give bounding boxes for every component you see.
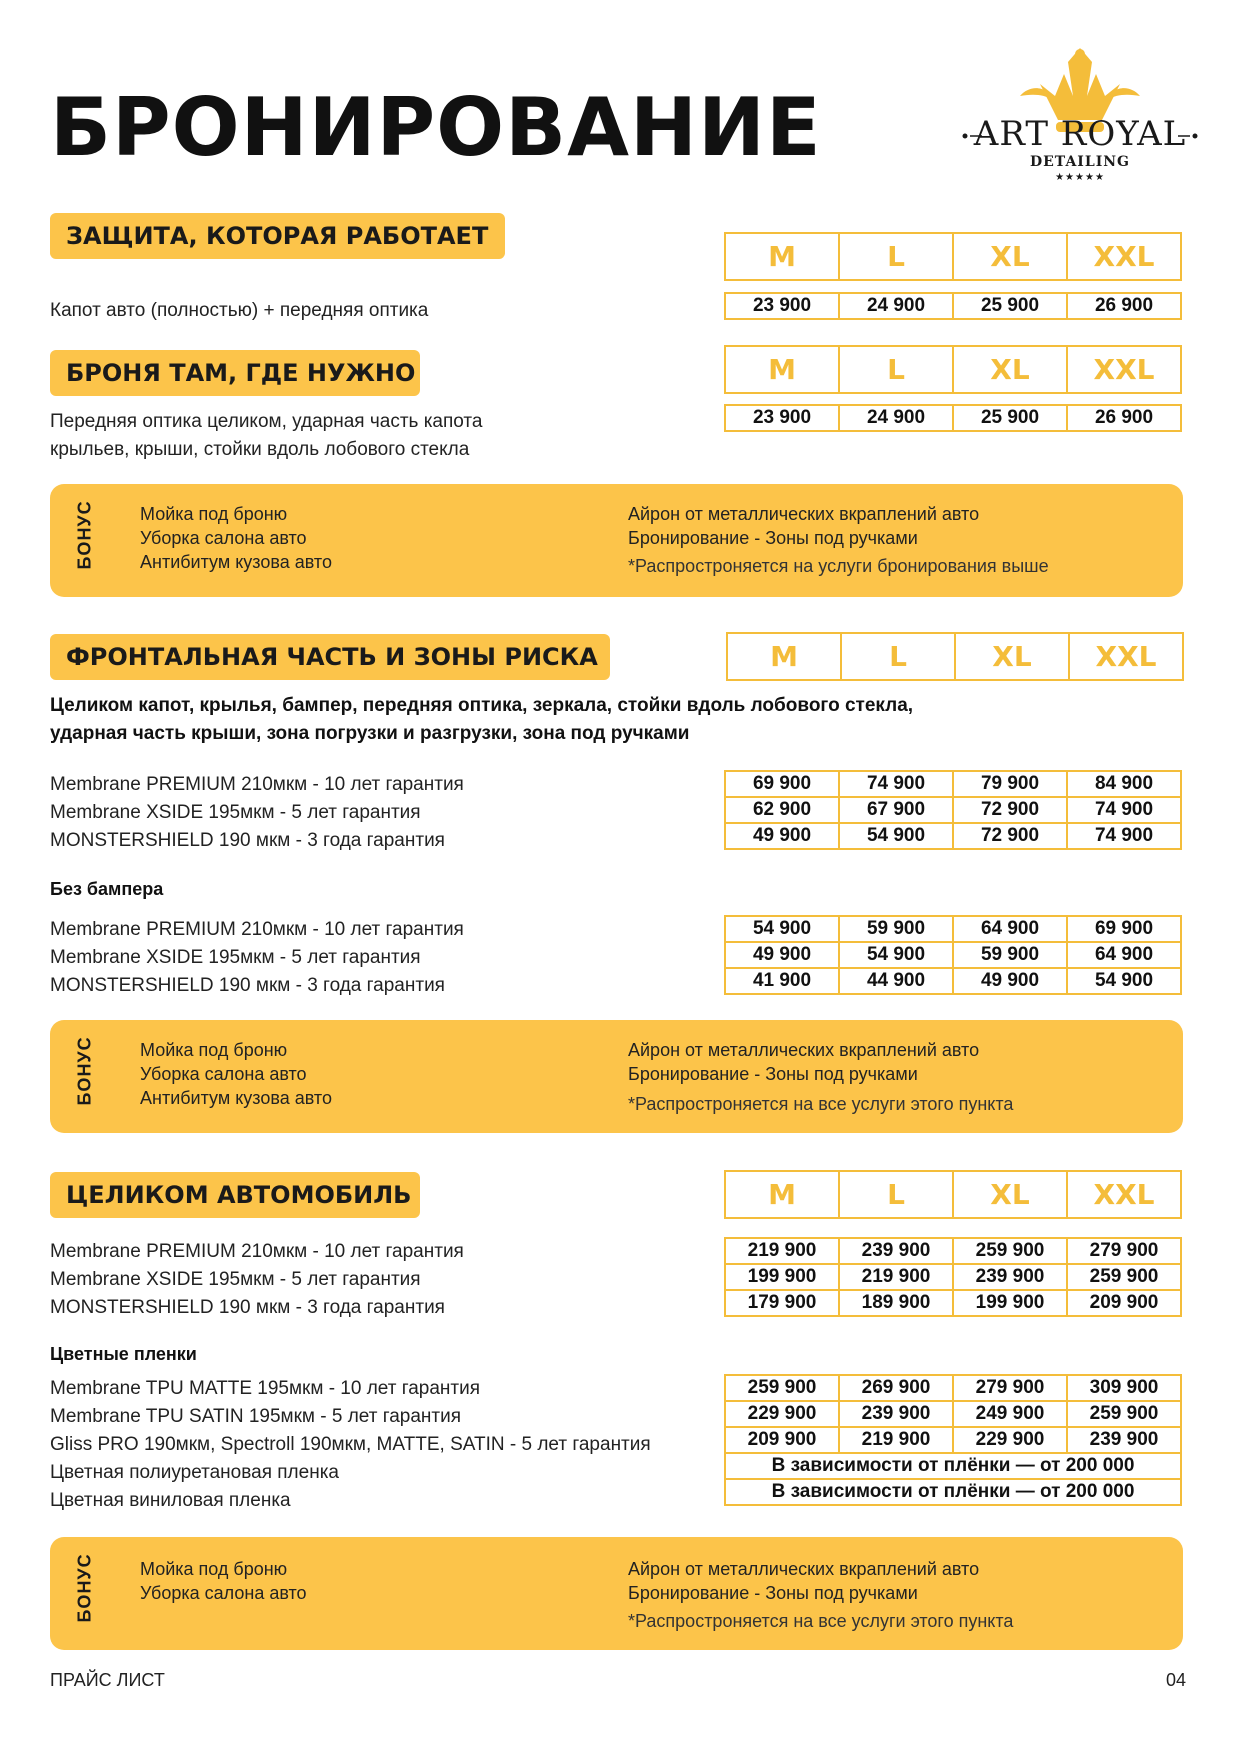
price-table <box>724 404 1182 432</box>
price-cell: 49 900 <box>725 823 839 849</box>
price-cell: 49 900 <box>725 942 839 968</box>
bonus-list-left <box>140 502 332 574</box>
bonus-note: *Распростроняется на все услуги этого пункта <box>628 1611 1014 1631</box>
footer-label: ПРАЙС ЛИСТ <box>50 1670 165 1690</box>
price-cell: 54 900 <box>1067 968 1181 994</box>
price-cell: 229 900 <box>725 1401 839 1427</box>
size-cell: XXL <box>1067 233 1181 280</box>
size-cell: M <box>725 346 839 393</box>
size-cell: M <box>725 1171 839 1218</box>
bonus-box <box>50 1020 1183 1133</box>
film-name: Membrane PREMIUM 210мкм - 10 лет гарантия <box>50 1241 464 1262</box>
table-row <box>725 1427 1181 1453</box>
bonus-label: БОНУС <box>74 500 95 570</box>
film-name: Gliss PRO 190мкм, Spectroll 190мкм, MATTE, SATIN - 5 лет гарантия <box>50 1434 651 1455</box>
price-cell: 54 900 <box>725 916 839 942</box>
price-table <box>724 1237 1182 1317</box>
price-cell: 64 900 <box>1067 942 1181 968</box>
service-description: крыльев, крыши, стойки вдоль лобового стекла <box>50 439 470 460</box>
page-title: БРОНИРОВАНИЕ <box>50 81 822 174</box>
price-table <box>724 292 1182 320</box>
list-item: Антибитум кузова авто <box>140 552 332 572</box>
service-description: Целиком капот, крылья, бампер, передняя оптика, зеркала, стойки вдоль лобового стекла, <box>50 695 914 716</box>
film-name: Membrane TPU MATTE 195мкм - 10 лет гарантия <box>50 1378 481 1399</box>
price-cell: 25 900 <box>953 405 1067 431</box>
price-cell: 59 900 <box>839 916 953 942</box>
bonus-list-right <box>628 1557 979 1605</box>
film-name: MONSTERSHIELD 190 мкм - 3 года гарантия <box>50 975 445 996</box>
price-cell: 72 900 <box>953 797 1067 823</box>
table-row <box>725 942 1181 968</box>
price-cell: 209 900 <box>1067 1290 1181 1316</box>
price-cell: 69 900 <box>725 771 839 797</box>
price-cell: 269 900 <box>839 1375 953 1401</box>
price-cell: 59 900 <box>953 942 1067 968</box>
film-name: Цветная полиуретановая пленка <box>50 1462 339 1483</box>
price-cell: 24 900 <box>839 405 953 431</box>
table-row <box>725 1290 1181 1316</box>
price-cell: 79 900 <box>953 771 1067 797</box>
price-cell: 189 900 <box>839 1290 953 1316</box>
price-cell: 239 900 <box>953 1264 1067 1290</box>
table-row <box>725 1375 1181 1401</box>
price-cell: 209 900 <box>725 1427 839 1453</box>
service-description: ударная часть крыши, зона погрузки и разгрузки, зона под ручками <box>50 723 690 744</box>
sub-heading: Цветные пленки <box>50 1344 197 1364</box>
table-row <box>725 1238 1181 1264</box>
price-cell: 259 900 <box>1067 1264 1181 1290</box>
price-cell: 219 900 <box>839 1264 953 1290</box>
price-cell: 54 900 <box>839 942 953 968</box>
price-cell: 26 900 <box>1067 293 1181 319</box>
size-cell: XL <box>955 633 1069 680</box>
price-table <box>724 770 1182 850</box>
price-cell: 74 900 <box>1067 823 1181 849</box>
table-row <box>725 797 1181 823</box>
brand-logo <box>960 44 1200 209</box>
price-cell: 229 900 <box>953 1427 1067 1453</box>
price-cell: 49 900 <box>953 968 1067 994</box>
table-row <box>725 1401 1181 1427</box>
logo-sub-text: DETAILING <box>1029 154 1131 170</box>
price-cell: 67 900 <box>839 797 953 823</box>
price-cell: 26 900 <box>1067 405 1181 431</box>
list-item: Мойка под броню <box>140 504 288 524</box>
table-row <box>725 293 1181 319</box>
list-item: Айрон от металлических вкраплений авто <box>628 504 980 524</box>
size-header <box>724 1170 1182 1219</box>
table-row <box>725 771 1181 797</box>
price-cell: В зависимости от плёнки — от 200 000 <box>725 1453 1181 1479</box>
price-cell: 239 900 <box>1067 1427 1181 1453</box>
size-cell: L <box>839 1171 953 1218</box>
price-cell: 279 900 <box>1067 1238 1181 1264</box>
size-header <box>726 632 1184 681</box>
size-cell: L <box>839 346 953 393</box>
film-name: Membrane TPU SATIN 195мкм - 5 лет гарантия <box>50 1406 462 1427</box>
price-cell: 64 900 <box>953 916 1067 942</box>
price-cell: 54 900 <box>839 823 953 849</box>
film-name: Цветная виниловая пленка <box>50 1490 291 1511</box>
price-cell: 259 900 <box>953 1238 1067 1264</box>
section-heading: ЗАЩИТА, КОТОРАЯ РАБОТАЕТ <box>50 213 505 259</box>
table-row <box>725 405 1181 431</box>
price-cell: 23 900 <box>725 405 839 431</box>
list-item: Бронирование - Зоны под ручками <box>628 1583 918 1603</box>
price-cell: 259 900 <box>1067 1401 1181 1427</box>
bonus-list-left <box>140 1038 332 1110</box>
table-row <box>725 1453 1181 1479</box>
table-row <box>725 1264 1181 1290</box>
price-cell: 69 900 <box>1067 916 1181 942</box>
list-item: Антибитум кузова авто <box>140 1088 332 1108</box>
size-cell: XXL <box>1067 346 1181 393</box>
price-cell: 239 900 <box>839 1401 953 1427</box>
page-number: 04 <box>1165 1670 1186 1690</box>
bonus-list-left <box>140 1557 307 1605</box>
list-item: Уборка салона авто <box>140 1583 307 1603</box>
size-cell: XL <box>953 233 1067 280</box>
bonus-note: *Распростроняется на все услуги этого пункта <box>628 1094 1014 1114</box>
price-cell: 74 900 <box>839 771 953 797</box>
film-name: Membrane PREMIUM 210мкм - 10 лет гарантия <box>50 919 464 940</box>
price-table <box>724 1374 1182 1506</box>
film-name: Membrane XSIDE 195мкм - 5 лет гарантия <box>50 947 421 968</box>
price-cell: 219 900 <box>725 1238 839 1264</box>
price-cell: 72 900 <box>953 823 1067 849</box>
price-cell: 84 900 <box>1067 771 1181 797</box>
price-cell: 279 900 <box>953 1375 1067 1401</box>
price-cell: 62 900 <box>725 797 839 823</box>
section-heading: БРОНЯ ТАМ, ГДЕ НУЖНО <box>50 350 420 396</box>
table-row <box>725 1479 1181 1505</box>
service-description: Капот авто (полностью) + передняя оптика <box>50 300 429 321</box>
price-cell: 199 900 <box>725 1264 839 1290</box>
logo-brand-text: ART ROYAL <box>973 114 1187 154</box>
list-item: Уборка салона авто <box>140 528 307 548</box>
size-header <box>724 345 1182 394</box>
bonus-list-right <box>628 502 979 550</box>
price-cell: 249 900 <box>953 1401 1067 1427</box>
size-cell: M <box>727 633 841 680</box>
size-cell: M <box>725 233 839 280</box>
bonus-label: БОНУС <box>74 1553 95 1623</box>
film-name: Membrane XSIDE 195мкм - 5 лет гарантия <box>50 1269 421 1290</box>
price-cell: 25 900 <box>953 293 1067 319</box>
size-cell: XL <box>953 1171 1067 1218</box>
table-row <box>725 916 1181 942</box>
logo-stars: ★★★★★ <box>1055 172 1105 183</box>
bonus-list-right <box>628 1038 979 1086</box>
price-cell: 24 900 <box>839 293 953 319</box>
film-name: Membrane PREMIUM 210мкм - 10 лет гарантия <box>50 774 464 795</box>
list-item: Айрон от металлических вкраплений авто <box>628 1559 980 1579</box>
bonus-box <box>50 484 1183 597</box>
price-cell: 23 900 <box>725 293 839 319</box>
bonus-box <box>50 1537 1183 1650</box>
service-description: Передняя оптика целиком, ударная часть капота <box>50 411 483 432</box>
list-item: Уборка салона авто <box>140 1064 307 1084</box>
film-name: MONSTERSHIELD 190 мкм - 3 года гарантия <box>50 830 445 851</box>
list-item: Айрон от металлических вкраплений авто <box>628 1040 980 1060</box>
list-item: Бронирование - Зоны под ручками <box>628 1064 918 1084</box>
list-item: Мойка под броню <box>140 1040 288 1060</box>
price-cell: 219 900 <box>839 1427 953 1453</box>
table-row <box>725 968 1181 994</box>
size-cell: XL <box>953 346 1067 393</box>
price-cell: 259 900 <box>725 1375 839 1401</box>
section-heading: ФРОНТАЛЬНАЯ ЧАСТЬ И ЗОНЫ РИСКА <box>50 634 610 680</box>
price-cell: 44 900 <box>839 968 953 994</box>
price-cell: 199 900 <box>953 1290 1067 1316</box>
bonus-label: БОНУС <box>74 1036 95 1106</box>
price-cell: 74 900 <box>1067 797 1181 823</box>
size-cell: XXL <box>1067 1171 1181 1218</box>
price-cell: 239 900 <box>839 1238 953 1264</box>
price-cell: 41 900 <box>725 968 839 994</box>
sub-heading: Без бампера <box>50 879 164 899</box>
film-name: Membrane XSIDE 195мкм - 5 лет гарантия <box>50 802 421 823</box>
list-item: Бронирование - Зоны под ручками <box>628 528 918 548</box>
size-header <box>724 232 1182 281</box>
price-table <box>724 915 1182 995</box>
list-item: Мойка под броню <box>140 1559 288 1579</box>
size-cell: L <box>841 633 955 680</box>
size-cell: XXL <box>1069 633 1183 680</box>
price-cell: 309 900 <box>1067 1375 1181 1401</box>
film-name: MONSTERSHIELD 190 мкм - 3 года гарантия <box>50 1297 445 1318</box>
table-row <box>725 823 1181 849</box>
price-cell: В зависимости от плёнки — от 200 000 <box>725 1479 1181 1505</box>
size-cell: L <box>839 233 953 280</box>
price-cell: 179 900 <box>725 1290 839 1316</box>
bonus-note: *Распростроняется на услуги бронирования выше <box>628 556 1049 576</box>
section-heading: ЦЕЛИКОМ АВТОМОБИЛЬ <box>50 1172 420 1218</box>
